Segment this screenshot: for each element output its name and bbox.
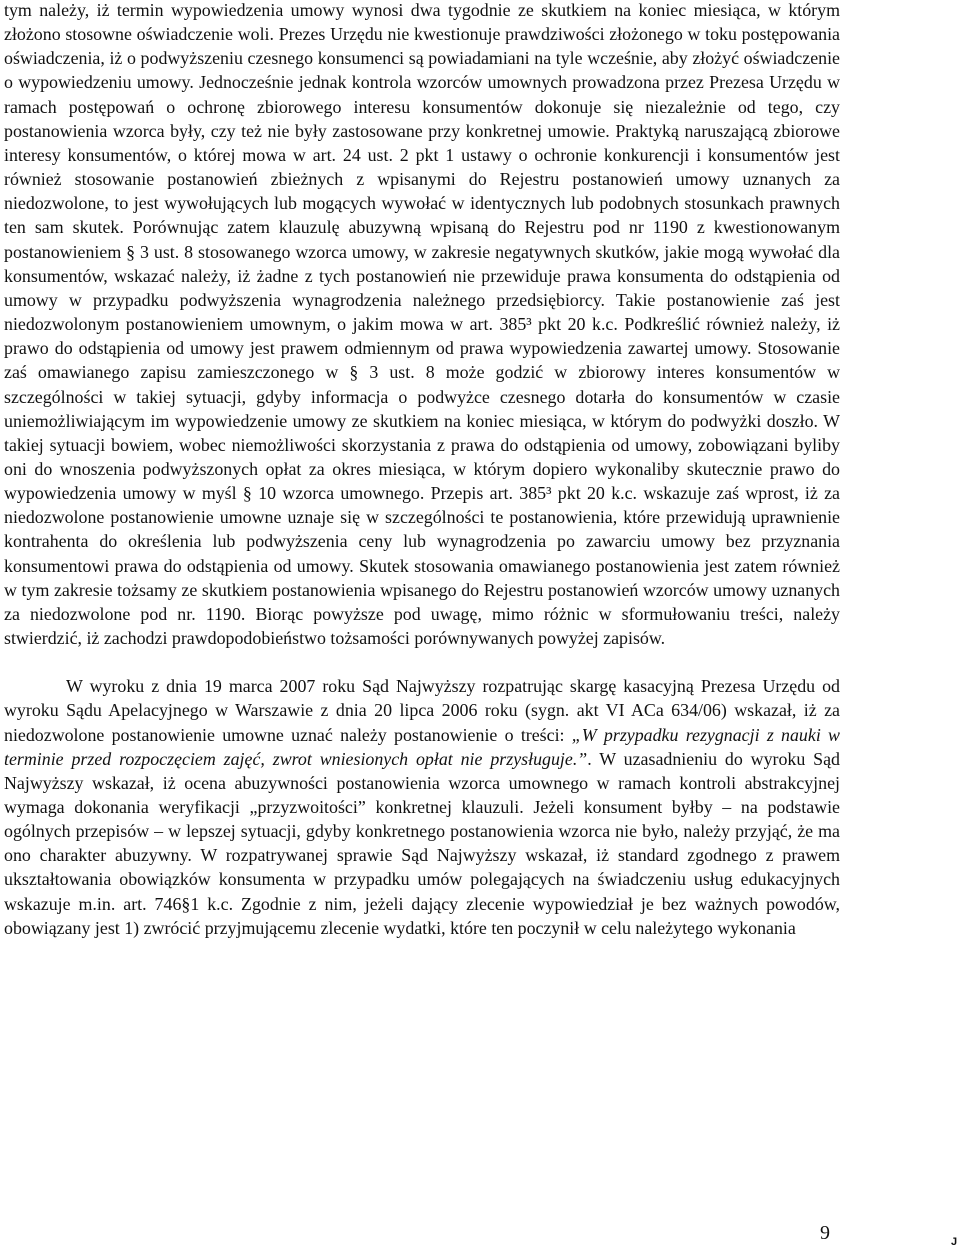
page-number: 9 <box>820 1222 830 1244</box>
paragraph-2-intro: W wyroku z dnia 19 marca 2007 roku Sąd Najwyższy rozpatrując skargę kasacyjną Prezesa Urzędu od wyroku Sądu Apelacyjnego w Warszawie z dnia 20 lipca 2006 roku (sygn. akt VI ACa 634/06) wskazał, iż za niedozwolone postanowienie umowne uznać należy postanowienie o treści: <box>4 676 840 745</box>
body-paragraph-1: tym należy, iż termin wypowiedzenia umowy wynosi dwa tygodnie ze skutkiem na koniec miesiąca, w którym złożono stosowne oświadczenie woli. Prezes Urzędu nie kwestionuje prawdziwości złożonego w toku postępowania oświadczenia, iż o podwyższeniu czesnego konsumenci są powiadamiani na tyle wcześnie, aby złożyć oświadczenie o wypowiedzeniu umowy. Jednocześnie jednak kontrola wzorców umownych prowadzona przez Prezesa Urzędu w ramach postępowań o ochronę zbiorowego interesu konsumentów dokonuje się niezależnie od tego, czy postanowienia wzorca były, czy też nie były zastosowane przy konkretnej umowie. Praktyką naruszającą zbiorowe interesy konsumentów, o której mowa w art. 24 ust. 2 pkt 1 ustawy o ochronie konkurencji i konsumentów jest również stosowanie postanowień zbieżnych z wpisanymi do Rejestru postanowień umowy uznanych za niedozwolone, to jest wywołujących lub mogących wywołać w identycznych lub podobnych stosunkach prawnych ten sam skutek. Porównując zatem klauzulę abuzywną wpisaną do Rejestru pod nr 1190 z kwestionowanym postanowieniem § 3 ust. 8 stosowanego wzorca umowy, w zakresie negatywnych skutków, jakie mogą wywołać dla konsumentów, wskazać należy, iż żadne z tych postanowień nie przewiduje prawa konsumenta do odstąpienia od umowy w przypadku podwyższenia wynagrodzenia należnego przedsiębiorcy. Takie postanowienie zaś jest niedozwolonym postanowieniem umownym, o jakim mowa w art. 385³ pkt 20 k.c. Podkreślić również należy, iż prawo do odstąpienia od umowy jest prawem odmiennym od prawa wypowiedzenia zawartej umowy. Stosowanie zaś omawianego zapisu zamieszczonego w § 3 ust. 8 może godzić w zbiorowy interes konsumentów w szczególności w takiej sytuacji, gdyby informacja o podwyżce czesnego dotarła do konsumentów w czasie uniemożliwiającym im wypowiedzenie umowy ze skutkiem na koniec miesiąca, w którym do podwyżki doszło. W takiej sytuacji bowiem, wobec niemożliwości skorzystania z prawa do odstąpienia od umowy, zobowiązani byliby oni do wnoszenia podwyższonych opłat za okres miesiąca, w którym dopiero wykonaliby skutecznie prawo do wypowiedzenia umowy w myśl § 10 wzorca umownego. Przepis art. 385³ pkt 20 k.c. wskazuje zaś wprost, iż za niedozwolone postanowienie umowne uznaje się w szczególności te postanowienia, które przewidują uprawnienie kontrahenta do określenia lub podwyższenia ceny lub wynagrodzenia po zawarciu umowy bez przyznania konsumentowi prawa do odstąpienia od umowy. Skutek stosowania omawianego postanowienia jest zatem również w tym zakresie tożsamy ze skutkiem postanowienia wpisanego do Rejestru postanowień wzorców umowy uznanych za niedozwolone pod nr. 1190. Biorąc powyższe pod uwagę, mimo różnic w sformułowaniu treści, należy stwierdzić, iż zachodzi prawdopodobieństwo tożsamości porównywanych powyżej zapisów. <box>4 0 840 649</box>
corner-mark: J <box>951 1236 958 1248</box>
paragraph-2-continuation: . W uzasadnieniu do wyroku Sąd Najwyższy wskazał, iż ocena abuzywności postanowienia wzorca umownego w ramach kontroli abstrakcyjnej wymaga dokonania weryfikacji „przyzwoitości” konkretnej klauzuli. Jeżeli konsument byłby – na podstawie ogólnych przepisów – w lepszej sytuacji, gdyby konkretnego postanowienia wzorca nie było, należy przyjąć, że ma ono charakter abuzywny. W rozpatrywanej sprawie Sąd Najwyższy wskazał, iż standard zgodnego z prawem ukształtowania obowiązków konsumenta w przypadku umów polegających na świadczeniu usług edukacyjnych wskazuje m.in. art. 746§1 k.c. Zgodnie z nim, jeżeli dający zlecenie wypowiedział je bez ważnych powodów, obowiązany jest 1) zwrócić przyjmującemu zlecenie wydatki, które ten poczynił w celu należytego wykonania <box>4 748 841 938</box>
quoted-clause: „W przypadku rezygnacji z nauki w terminie przed rozpoczęciem zajęć, zwrot wniesionych opłat nie przysługuje.” <box>4 724 840 769</box>
body-paragraph-2 <box>4 674 840 940</box>
document-page <box>4 0 840 940</box>
